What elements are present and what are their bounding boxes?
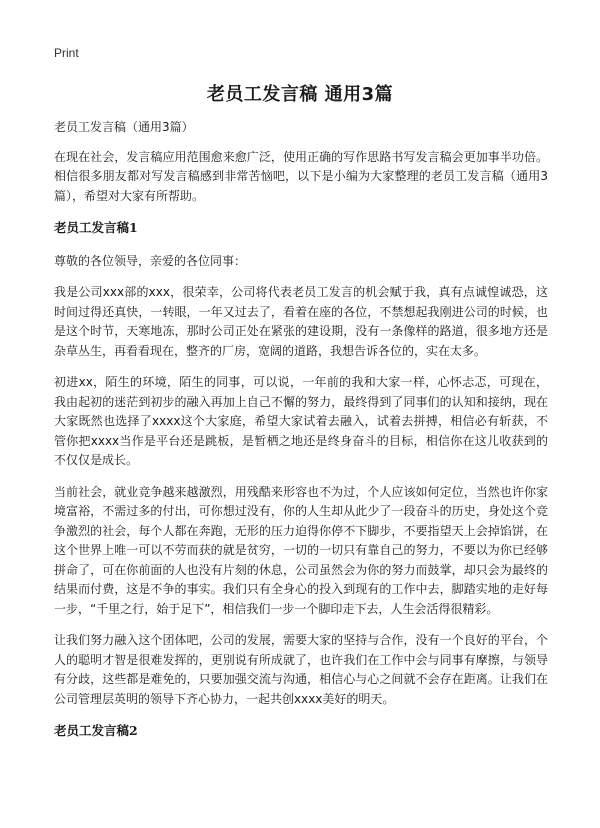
body-paragraph-2: 初进xx，陌生的环境，陌生的同事，可以说，一年前的我和大家一样，心怀忐忑，可现在，我由起初的迷茫到初步的融入再加上自己不懈的努力，最终得到了同事们的认知和接纳，现在大家既然也选择了xxxx这个大家庭，希望大家试着去融入，试着去拼搏，相信必有斩获，不管你把xxxx当作是平台还是跳板，是暂栖之地还是终身奋斗的目标，相信你在这儿收获到的不仅仅是成长。 <box>54 375 548 467</box>
section-heading-2: 老员工发言稿2 <box>54 723 138 738</box>
section-heading-1: 老员工发言稿1 <box>54 220 138 235</box>
page-title: 老员工发言稿 通用3篇 <box>206 84 394 105</box>
document-body <box>54 118 548 755</box>
body-paragraph-1: 我是公司xxx部的xxx，很荣幸，公司将代表老员工发言的机会赋于我，真有点诚惶诚恐，这时间过得还真快，一转眼，一年又过去了，看着在座的各位，不禁想起我刚进公司的时候，也是这个时节，天寒地冻，那时公司正处在紧张的建设期，没有一条像样的路道，很多地方还是杂草丛生，再看看现在，整齐的厂房，宽阔的道路，我想告诉各位的，实在太多。 <box>54 285 548 358</box>
print-link[interactable]: Print <box>54 46 79 60</box>
intro-paragraph: 在现在社会，发言稿应用范围愈来愈广泛，使用正确的写作思路书写发言稿会更加事半功倍。相信很多朋友都对写发言稿感到非常苦恼吧，以下是小编为大家整理的老员工发言稿（通用3篇），希望对大家有所帮助。 <box>54 149 548 203</box>
body-paragraph-3: 当前社会，就业竞争越来越激烈，用残酷来形容也不为过，个人应该如何定位，当然也许你家境富裕，不需过多的付出，可你想过没有，你的人生却从此少了一段奋斗的历史，身处这个竞争激烈的社会，每个人都在奔跑，无形的压力迫得你停不下脚步，不要指望天上会掉馅饼，在这个世界上唯一可以不劳而获的就是贫穷，一切的一切只有靠自己的努力，不要以为你已经够拼命了，可在你前面的人也没有片刻的休息，公司虽然会为你的努力而鼓掌，却只会为最终的结果而付费，这是不争的事实。我们只有全身心的投入到现有的工作中去，脚踏实地的走好每一步，“千里之行，始于足下”，相信我们一步一个脚印走下去，人生会活得很精彩。 <box>54 484 548 616</box>
document-subtitle: 老员工发言稿（通用3篇） <box>54 120 194 134</box>
greeting-paragraph: 尊敬的各位领导，亲爱的各位同事： <box>54 253 247 268</box>
body-paragraph-4: 让我们努力融入这个团体吧，公司的发展，需要大家的坚持与合作，没有一个良好的平台，个人的聪明才智是很难发挥的，更别说有所成就了，也许我们在工作中会与同事有摩擦，与领导有分歧，这些都是难免的，只要加强交流与沟通，相信心与心之间就不会存在距离。让我们在公司管理层英明的领导下齐心协力，一起共创xxxx美好的明天。 <box>54 633 548 706</box>
